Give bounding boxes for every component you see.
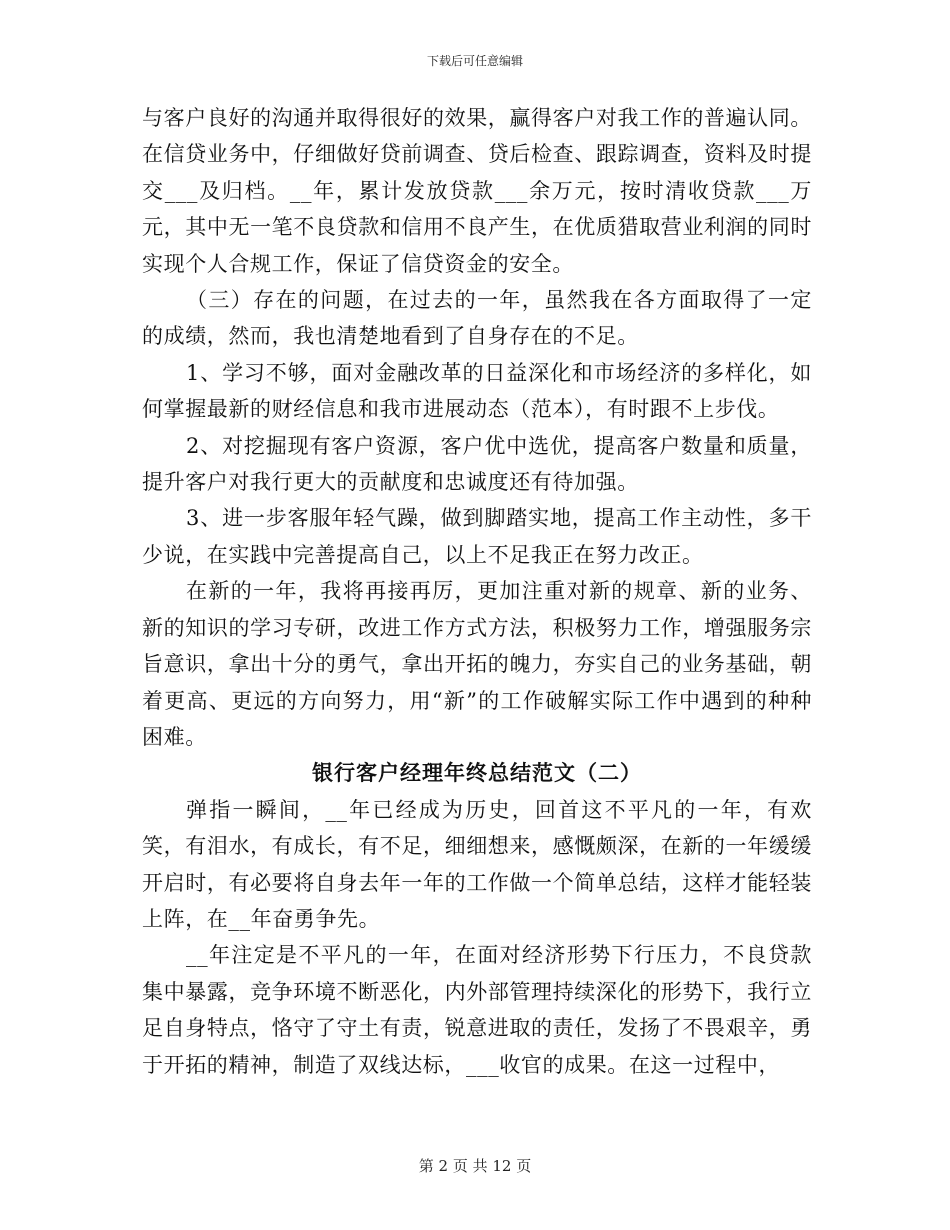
document-body [142,100,812,1083]
paragraph-3: 1、学习不够，面对金融改革的日益深化和市场经济的多样化，如何掌握最新的财经信息和我市进展动态（范本），有时跟不上步伐。 [142,360,812,422]
page-header: 下载后可任意编辑 [426,54,523,68]
paragraph-5: 3、进一步客服年轻气躁，做到脚踏实地，提高工作主动性，多干少说，在实践中完善提高自己，以上不足我正在努力改正。 [142,506,812,567]
paragraph-8: __年注定是不平凡的一年，在面对经济形势下行压力，不良贷款集中暴露，竞争环境不断恶化，内外部管理持续深化的形势下，我行立足自身特点，恪守了守土有责，锐意进取的责任，发扬了不畏艰辛，勇于开拓的精神，制造了双线达标，___收官的成果。在这一过程中， [142,943,812,1077]
section-title: 银行客户经理年终总结范文（二） [312,760,642,786]
paragraph-7: 弹指一瞬间，__年已经成为历史，回首这不平凡的一年，有欢笑，有泪水，有成长，有不足，细细想来，感慨颇深，在新的一年缓缓开启时，有必要将自身去年一年的工作做一个简单总结，这样才能轻装上阵，在__年奋勇争先。 [142,797,812,931]
paragraph-2: （三）存在的问题，在过去的一年，虽然我在各方面取得了一定的成绩，然而，我也清楚地看到了自身存在的不足。 [142,288,812,349]
page-footer: 第 2 页 共 12 页 [418,1157,532,1175]
paragraph-6: 在新的一年，我将再接再厉，更加注重对新的规章、新的业务、新的知识的学习专研，改进工作方式方法，积极努力工作，增强服务宗旨意识，拿出十分的勇气，拿出开拓的魄力，夯实自己的业务基础，朝着更高、更远的方向努力，用“新”的工作破解实际工作中遇到的种种困难。 [142,579,812,749]
paragraph-1: 与客户良好的沟通并取得很好的效果，赢得客户对我工作的普遍认同。在信贷业务中，仔细做好贷前调查、贷后检查、跟踪调查，资料及时提交___及归档。__年，累计发放贷款___余万元，按时清收贷款___万元，其中无一笔不良贷款和信用不良产生，在优质猎取营业利润的同时实现个人合规工作，保证了信贷资金的安全。 [142,106,812,276]
paragraph-4: 2、对挖掘现有客户资源，客户优中选优，提高客户数量和质量，提升客户对我行更大的贡献度和忠诚度还有待加强。 [142,433,812,495]
